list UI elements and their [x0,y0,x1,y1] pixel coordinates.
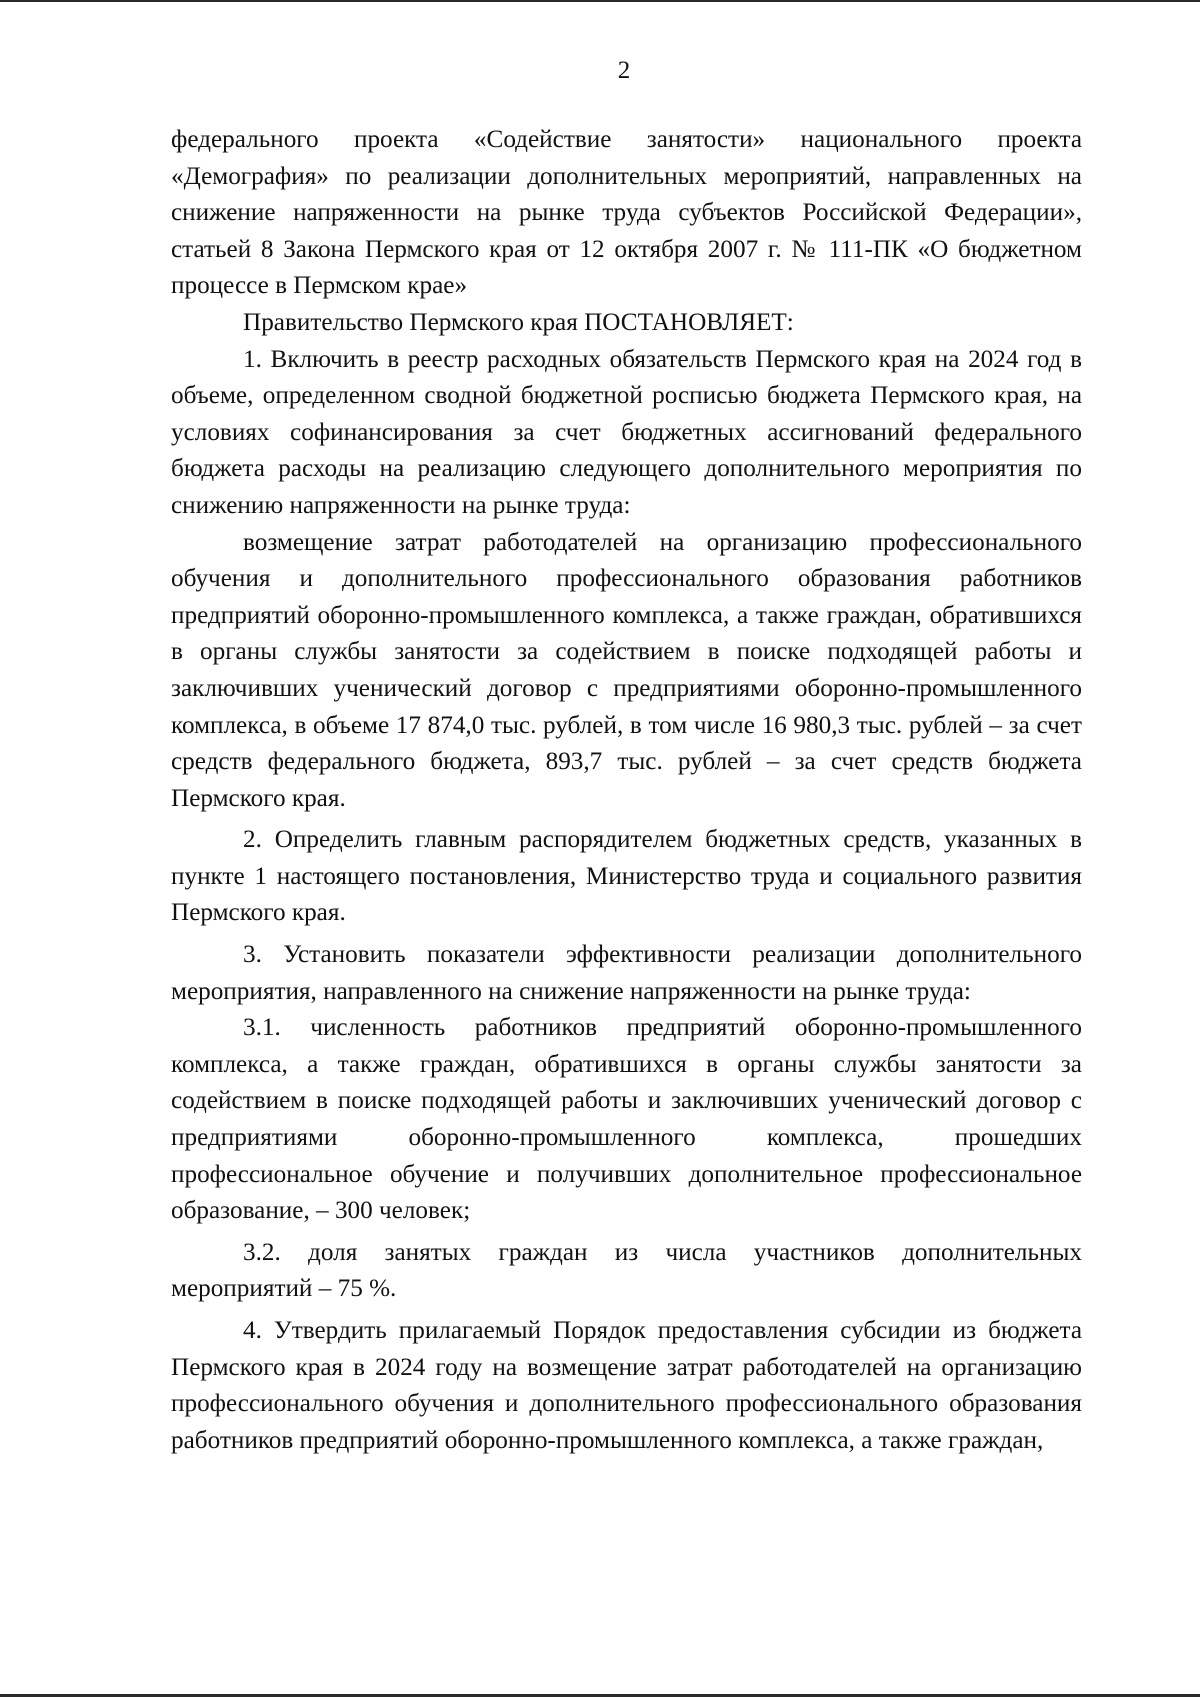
paragraph-item-4: 4. Утвердить прилагаемый Порядок предоставления субсидии из бюджета Пермского края в 2024 году на возмещение затрат работодателей на организацию профессионального обучения и дополнительного профессионального образования работников предприятий оборонно-промышленного комплекса, а также граждан, [171,1317,1082,1454]
document-body [171,122,1082,1459]
paragraph-item-1: 1. Включить в реестр расходных обязательств Пермского края на 2024 год в объеме, определенном сводной бюджетной росписью бюджета Пермского края, на условиях софинансирования за счет бюджетных ассигнований федерального бюджета расходы на реализацию следующего дополнительного мероприятия по снижению напряженности на рынке труда: [171,345,1082,519]
page-top-edge [0,0,1200,2]
paragraph-resolves: Правительство Пермского края ПОСТАНОВЛЯЕТ: [243,308,794,336]
paragraph-item-3-2: 3.2. доля занятых граждан из числа участников дополнительных мероприятий – 75 %. [171,1238,1082,1303]
page-number: 2 [617,57,631,84]
paragraph-item-1-activity: возмещение затрат работодателей на организацию профессионального обучения и дополнительного профессионального образования работников предприятий оборонно-промышленного комплекса, а также граждан, обратившихся в органы службы занятости за содействием в поиске подходящей работы и заключивших ученический договор с предприятиями оборонно-промышленного комплекса, в объеме 17 874,0 тыс. рублей, в том числе 16 980,3 тыс. рублей – за счет средств федерального бюджета, 893,7 тыс. рублей – за счет средств бюджета Пермского края. [171,528,1082,812]
paragraph-item-2: 2. Определить главным распорядителем бюджетных средств, указанных в пункте 1 настоящего постановления, Министерство труда и социального развития Пермского края. [171,826,1082,927]
paragraph-intro: федерального проекта «Содействие занятости» национального проекта «Демография» по реализации дополнительных мероприятий, направленных на снижение напряженности на рынке труда субъектов Российской Федерации», статьей 8 Закона Пермского края от 12 октября 2007 г. № 111-ПК «О бюджетном процессе в Пермском крае» [171,126,1082,300]
paragraph-item-3-1: 3.1. численность работников предприятий оборонно-промышленного комплекса, а также граждан, обратившихся в органы службы занятости за содействием в поиске подходящей работы и заключивших ученический договор с предприятиями оборонно-промышленного комплекса, прошедших профессиональное обучение и получивших дополнительное профессиональное образование, – 300 человек; [171,1014,1082,1225]
paragraph-item-3: 3. Установить показатели эффективности реализации дополнительного мероприятия, направленного на снижение напряженности на рынке труда: [171,941,1082,1005]
